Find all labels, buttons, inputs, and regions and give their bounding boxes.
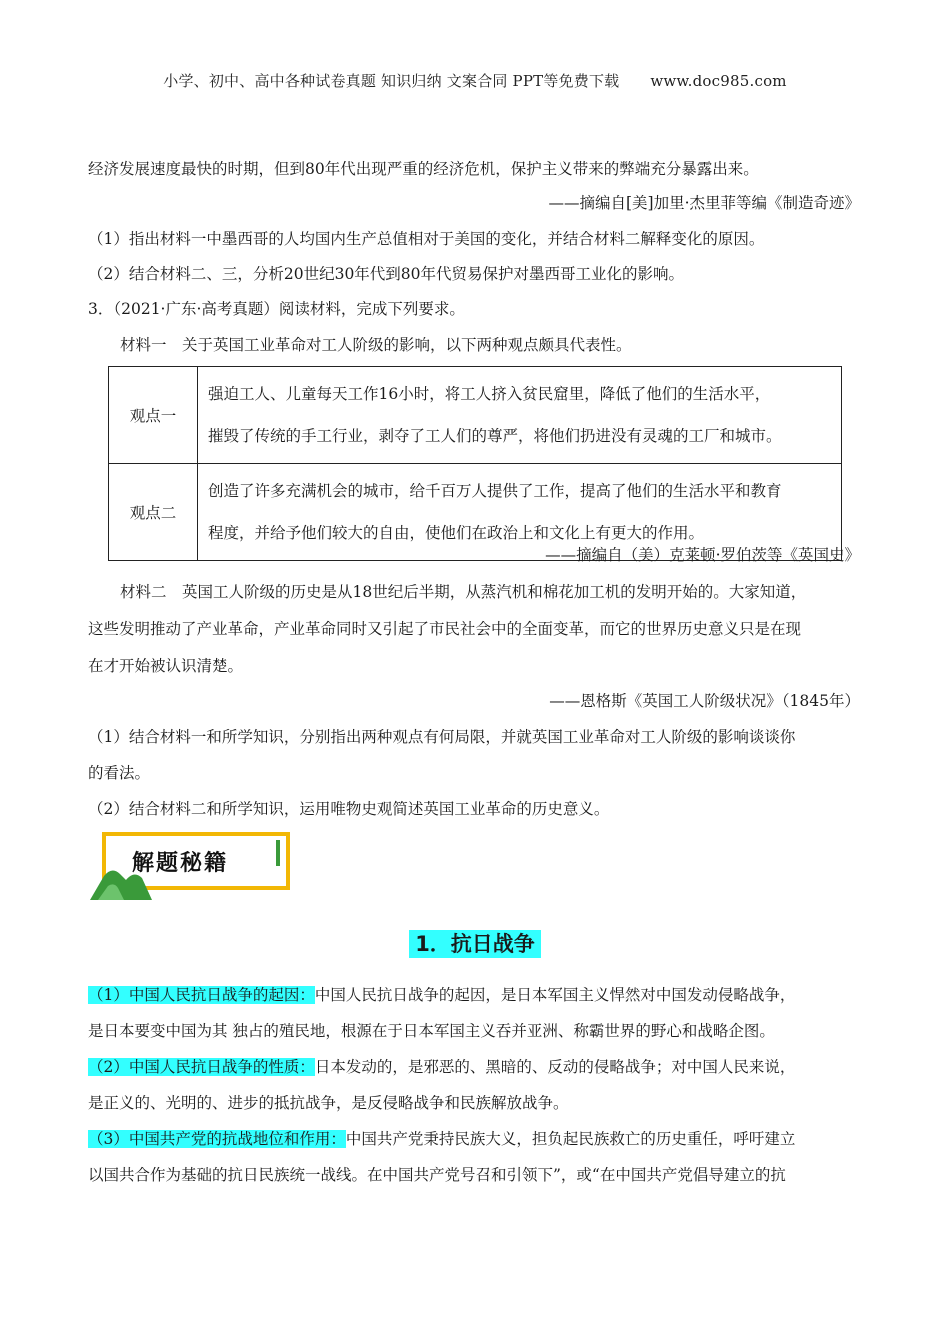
section-title-text: 1．抗日战争 <box>409 930 541 958</box>
item-text: 日本发动的，是邪恶的、黑暗的、反动的侵略战争；对中国人民来说， <box>314 1058 796 1076</box>
source-citation: ——恩格斯《英国工人阶级状况》（1845年） <box>549 692 860 710</box>
material-2-line: 在才开始被认识清楚。 <box>88 657 244 675</box>
problem-3-heading: 3．（2021·广东·高考真题）阅读材料，完成下列要求。 <box>88 300 465 318</box>
viewpoint-line: 程度，并给予他们较大的自由，使他们在政治上和文化上有更大的作用。 <box>208 524 705 542</box>
header-site-text: 小学、初中、高中各种试卷真题 知识归纳 文案合同 PPT等免费下载 <box>163 72 620 90</box>
source-citation: ——摘编自[美]加里·杰里菲等编《制造奇迹》 <box>548 194 860 212</box>
viewpoint-label: 观点一 <box>109 367 198 464</box>
item-text-line: 是日本要变中国为其 独占的殖民地，根源在于日本军国主义吞并亚洲、称霸世界的野心和战略企图。 <box>88 1022 775 1040</box>
solution-tips-banner <box>90 832 296 900</box>
header-url[interactable]: www.doc985.com <box>650 72 787 90</box>
material-2-line: 这些发明推动了产业革命，产业革命同时又引起了市民社会中的全面变革，而它的世界历史意义只是在现 <box>88 620 802 638</box>
item-text-line: 以国共合作为基础的抗日民族统一战线。在中国共产党号召和引领下”，或“在中国共产党倡导建立的抗 <box>88 1166 786 1184</box>
viewpoint-line: 摧毁了传统的手工行业，剥夺了工人们的尊严，将他们扔进没有灵魂的工厂和城市。 <box>208 427 782 445</box>
question-3-1-cont: 的看法。 <box>88 764 151 782</box>
knowledge-item <box>88 1056 868 1078</box>
viewpoint-line: 创造了许多充满机会的城市，给千百万人提供了工作，提高了他们的生活水平和教育 <box>208 482 782 500</box>
material-2-line: 材料二 英国工人阶级的历史是从18世纪后半期，从蒸汽机和棉花加工机的发明开始的。大家知道， <box>120 583 807 601</box>
highlight-label: （3）中国共产党的抗战地位和作用： <box>88 1130 346 1148</box>
banner-title: 解题秘籍 <box>132 851 229 876</box>
item-text-line: 是正义的、光明的、进步的抵抗战争，是反侵略战争和民族解放战争。 <box>88 1094 569 1112</box>
table-row <box>109 367 842 464</box>
question-3-2: （2）结合材料二和所学知识，运用唯物史观简述英国工业革命的历史意义。 <box>88 800 610 818</box>
item-text: 中国人民抗日战争的起因，是日本军国主义悍然对中国发动侵略战争， <box>314 986 796 1004</box>
section-title <box>0 928 950 958</box>
page-header <box>0 70 950 91</box>
viewpoint-label: 观点二 <box>109 464 198 561</box>
material-text-line: 经济发展速度最快的时期，但到80年代出现严重的经济危机，保护主义带来的弊端充分暴露出来。 <box>88 160 759 178</box>
knowledge-item <box>88 1128 868 1150</box>
knowledge-item <box>88 984 868 1006</box>
question-1: （1）指出材料一中墨西哥的人均国内生产总值相对于美国的变化，并结合材料二解释变化的原因。 <box>88 230 765 248</box>
source-citation: ——摘编自（美）克莱顿·罗伯茨等《英国史》 <box>545 546 860 564</box>
material-1-intro: 材料一 关于英国工业革命对工人阶级的影响，以下两种观点颇具代表性。 <box>120 336 632 354</box>
highlight-label: （1）中国人民抗日战争的起因： <box>88 986 315 1004</box>
viewpoints-table <box>108 366 842 561</box>
question-3-1: （1）结合材料一和所学知识，分别指出两种观点有何局限，并就英国工业革命对工人阶级的影响谈谈你 <box>88 728 796 746</box>
viewpoint-line: 强迫工人、儿童每天工作16小时，将工人挤入贫民窟里，降低了他们的生活水平， <box>208 385 771 403</box>
item-text: 中国共产党秉持民族大义，担负起民族救亡的历史重任，呼吁建立 <box>345 1130 796 1148</box>
question-2: （2）结合材料二、三，分析20世纪30年代到80年代贸易保护对墨西哥工业化的影响。 <box>88 265 685 283</box>
viewpoint-text <box>198 367 842 464</box>
highlight-label: （2）中国人民抗日战争的性质： <box>88 1058 315 1076</box>
